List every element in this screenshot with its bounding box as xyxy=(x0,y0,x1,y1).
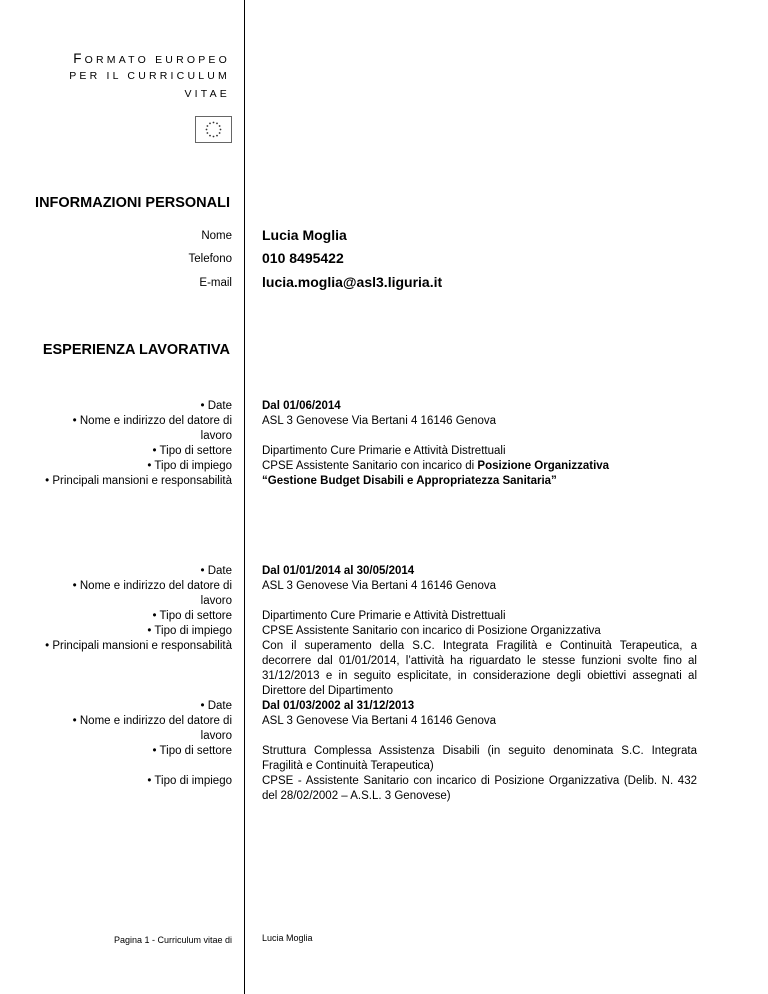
cv-title-line-3: VITAE xyxy=(184,88,230,100)
entry3-employer: ASL 3 Genovese Via Bertani 4 16146 Genova xyxy=(262,715,496,727)
cv-title-line-2: PER IL CURRICULUM xyxy=(69,70,230,82)
entry3-sector: Struttura Complessa Assistenza Disabili (in seguito denominata S.C. Integrata Fragilità e Continuità Terapeutica) xyxy=(262,745,697,772)
phone-label: Telefono xyxy=(188,253,232,265)
cv-title-line-1: FORMATO EUROPEO xyxy=(73,51,230,66)
name-label: Nome xyxy=(201,230,232,242)
entry1-duties: “Gestione Budget Disabili e Appropriatezza Sanitaria” xyxy=(262,475,557,487)
footer-name: Lucia Moglia xyxy=(262,933,313,943)
entry2-employer: ASL 3 Genovese Via Bertani 4 16146 Genova xyxy=(262,580,496,592)
email-value: lucia.moglia@asl3.liguria.it xyxy=(262,274,443,290)
entry1-employment: CPSE Assistente Sanitario con incarico di Posizione Organizzativa xyxy=(262,460,610,472)
entry3-date: Dal 01/03/2002 al 31/12/2013 xyxy=(262,700,415,712)
entry3-employment: CPSE - Assistente Sanitario con incarico di Posizione Organizzativa (Delib. N. 432 del 28/02/2002 – A.S.L. 3 Genovese) xyxy=(262,775,697,802)
section-title-experience: ESPERIENZA LAVORATIVA xyxy=(42,342,230,358)
entry3-employment-label: • Tipo di impiego xyxy=(147,775,232,787)
eu-flag-logo xyxy=(195,116,232,143)
footer-page-label: Pagina 1 - Curriculum vitae di xyxy=(113,935,232,945)
vertical-divider xyxy=(244,0,245,994)
entry2-employment: CPSE Assistente Sanitario con incarico di Posizione Organizzativa xyxy=(262,625,601,637)
entry1-employer: ASL 3 Genovese Via Bertani 4 16146 Genova xyxy=(262,415,496,427)
entry1-sector: Dipartimento Cure Primarie e Attività Distrettuali xyxy=(262,445,506,457)
name-value: Lucia Moglia xyxy=(262,227,347,243)
entry3-labels: • Date • Nome e indirizzo del datore di lavoro • Tipo di settore xyxy=(72,700,232,757)
section-title-personal: INFORMAZIONI PERSONALI xyxy=(35,195,230,211)
entry1-date: Dal 01/06/2014 xyxy=(262,400,341,412)
entry2-labels: • Date • Nome e indirizzo del datore di lavoro • Tipo di settore • Tipo di impiego • Principali mansioni e responsabilità xyxy=(45,565,232,652)
entry2-date: Dal 01/01/2014 al 30/05/2014 xyxy=(262,565,415,577)
email-label: E-mail xyxy=(199,277,232,289)
phone-value: 010 8495422 xyxy=(262,250,344,266)
entry1-labels: • Date • Nome e indirizzo del datore di lavoro • Tipo di settore • Tipo di impiego • Principali mansioni e responsabilità xyxy=(45,400,232,487)
entry2-duties: Con il superamento della S.C. Integrata Fragilità e Continuità Terapeutica, a decorrere dal 01/01/2014, l’attività ha riguardato le stesse funzioni svolte fino al 31/12/2013 e in seguito esplicitate, in considerazione degli obiettivi assegnati al Direttore del Dipartimento xyxy=(262,640,697,697)
entry2-sector: Dipartimento Cure Primarie e Attività Distrettuali xyxy=(262,610,506,622)
